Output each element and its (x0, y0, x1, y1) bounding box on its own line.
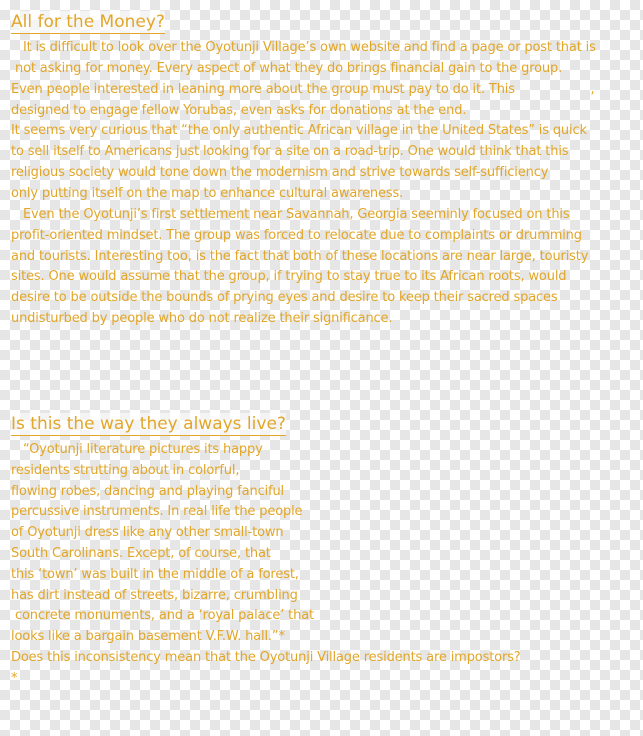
text-line: flowing robes, dancing and playing fanciful (11, 483, 285, 499)
text-line: not asking for money. Every aspect of what they do brings financial gain to the group. (11, 60, 563, 76)
text-line: undisturbed by people who do not realize their significance. (11, 311, 393, 327)
text-line: concrete monuments, and a ‘royal palace’ that (11, 608, 314, 624)
text-line: * (11, 670, 18, 686)
text-line: religious society would tone down the modernism and strive towards self-sufficiency (11, 165, 549, 181)
text-line: percussive instruments. In real life the people (11, 504, 303, 520)
text-line: Even the Oyotunji’s first settlement near Savannah, Georgia seeminly focused on this (11, 206, 570, 222)
text-line: It seems very curious that “the only authentic African village in the United States” is quick (11, 123, 587, 139)
text-line: profit-oriented mindset. The group was forced to relocate due to complaints or drumming (11, 227, 582, 243)
text-line: “Oyotunji literature pictures its happy (11, 442, 263, 457)
text-line: residents strutting about in colorful, (11, 462, 240, 478)
text-line: It is difficult to look over the Oyotunji Village’s own website and find a page or post that is (11, 40, 596, 55)
text-line: to sell itself to Americans just looking for a site on a road-trip. One would think that this (11, 144, 569, 160)
text-line: desire to be outside the bounds of prying eyes and desire to keep their sacred spaces (11, 290, 558, 306)
section-heading-money: All for the Money? (11, 12, 165, 32)
section-heading-way-of-life: Is this the way they always live? (11, 414, 286, 434)
text-line: designed to engage fellow Yorubas, even asks for donations at the end. (11, 102, 467, 118)
text-line: only putting itself on the map to enhance cultural awareness. (11, 185, 404, 201)
text-line: Does this inconsistency mean that the Oyotunji Village residents are impostors? (11, 650, 521, 665)
text-line: of Oyotunji dress like any other small-town (11, 525, 284, 541)
text-line: Even people interested in leaning more about the group must pay to do it. This , (11, 81, 595, 97)
text-line: sites. One would assume that the group, if trying to stay true to its African roots, would (11, 269, 567, 285)
text-line: South Carolinans. Except, of course, that (11, 546, 271, 561)
text-line: and tourists. Interesting too, is the fact that both of these locations are near large, touristy (11, 248, 589, 264)
text-line: looks like a bargain basement V.F.W. hall.”* (11, 629, 285, 645)
text-line: this ‘town’ was built in the middle of a forest, (11, 566, 299, 582)
text-line: has dirt instead of streets, bizarre, crumbling (11, 587, 298, 603)
